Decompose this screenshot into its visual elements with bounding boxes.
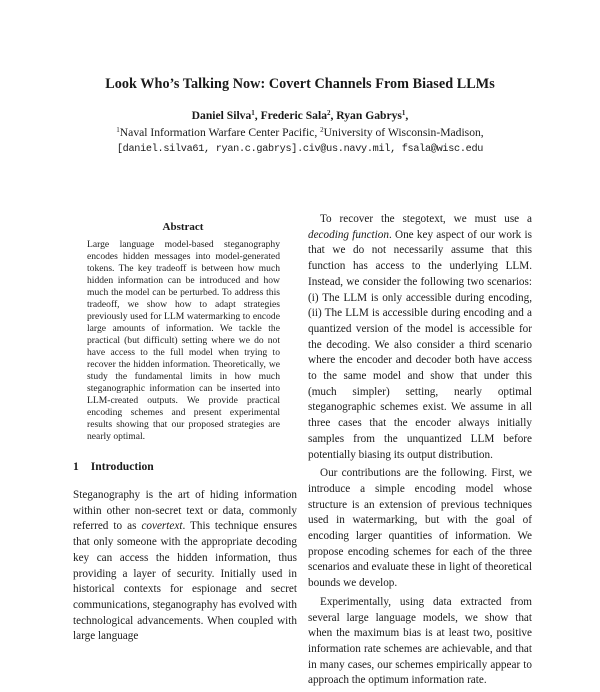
paragraph-text: Steganography is the art of hiding information within other non-secret text or data, commonly referred to as [73, 489, 297, 533]
affiliation-name: University of Wisconsin-Madison, [323, 126, 484, 139]
affiliation-marker: 1 [401, 109, 406, 117]
affiliation-marker: 1 [251, 109, 255, 117]
section-heading [73, 460, 154, 473]
affiliation-name: Naval Information Warfare Center Pacific, [119, 126, 321, 139]
body-paragraph [308, 212, 532, 463]
author-emails: [daniel.silva61, ryan.c.gabrys].civ@us.navy.mil, fsala@wisc.edu [116, 144, 484, 155]
right-column [308, 212, 532, 692]
author-name: Ryan Gabrys [336, 109, 402, 122]
section-number: 1 [73, 460, 79, 473]
paragraph-text: . One key aspect of our work is that we do not necessarily assume that this function has access to the underlying LLM. Instead, we consider the following two scenarios: (i) The LLM is only accessible during encoding, (ii) The LLM is accessible during encoding and a quantized version of the model is accessible for the decoding. We also consider a third scenario where the encoder and decoder both have access to the same model and show that under this (much simpler) setting, nearly optimal steganographic schemes exist. We assume in all three cases that the encoder always initially samples from the unquantized LLM before potentially biasing its output distribution. [308, 228, 532, 461]
paragraph-text: . This technique ensures that only someone with the appropriate decoding key can access the hidden information, thus providing a layer of security. Initially used in historical contexts for espionage and secret communications, steganography has evolved with technological advancements. When coupled with large language [73, 520, 297, 643]
emphasized-term: decoding function [308, 228, 389, 241]
paper-title: Look Who’s Talking Now: Covert Channels From Biased LLMs [105, 75, 495, 92]
affiliation-marker: 1 [116, 126, 120, 134]
body-paragraph: Our contributions are the following. First, we introduce a simple encoding model whose structure is an extension of previous techniques used in watermarking, but with the goal of encoding larger quantities of information. We propose encoding schemes for each of the three scenarios and evaluate these in light of theoretical bounds we develop. [308, 467, 532, 590]
body-paragraph: Experimentally, using data extracted from several large language models, we show that when the maximum bias is at least two, positive information rate schemes are achievable, and that in many cases, our schemes empirically appear to approach the optimum information rate. [308, 595, 532, 687]
abstract-text: Large language model-based steganography encodes hidden messages into model-generated tokens. The key tradeoff is between how much hidden information can be introduced and how much the model can be perturbed. To address this tradeoff, we show how to adapt strategies previously used for LLM watermarking to encode large amounts of information. We tackle the practical (but difficult) setting where we do not have access to the full model when trying to recover the hidden information. Theoretically, we study the fundamental limits in how much steganographic information can be inserted into LLM-created outputs. We provide practical encoding schemes and present experimental results showing that our proposed strategies are nearly optimal. [87, 239, 280, 442]
paragraph-text: To recover the stegotext, we must use a [320, 213, 532, 225]
emphasized-term: covertext [141, 520, 183, 533]
affiliation-marker: 2 [327, 109, 331, 117]
affiliations [0, 126, 600, 139]
author-list: Daniel Silva$^1$, Frederic Sala$^2$, Ryan Gabrys$^1$, [191, 109, 409, 122]
introduction-paragraph [73, 488, 297, 645]
affiliation-marker: 2 [320, 126, 324, 134]
section-title: Introduction [90, 460, 154, 473]
author-name: Daniel Silva [191, 109, 252, 122]
author-name: Frederic Sala [260, 109, 327, 122]
abstract-heading: Abstract [162, 221, 204, 234]
